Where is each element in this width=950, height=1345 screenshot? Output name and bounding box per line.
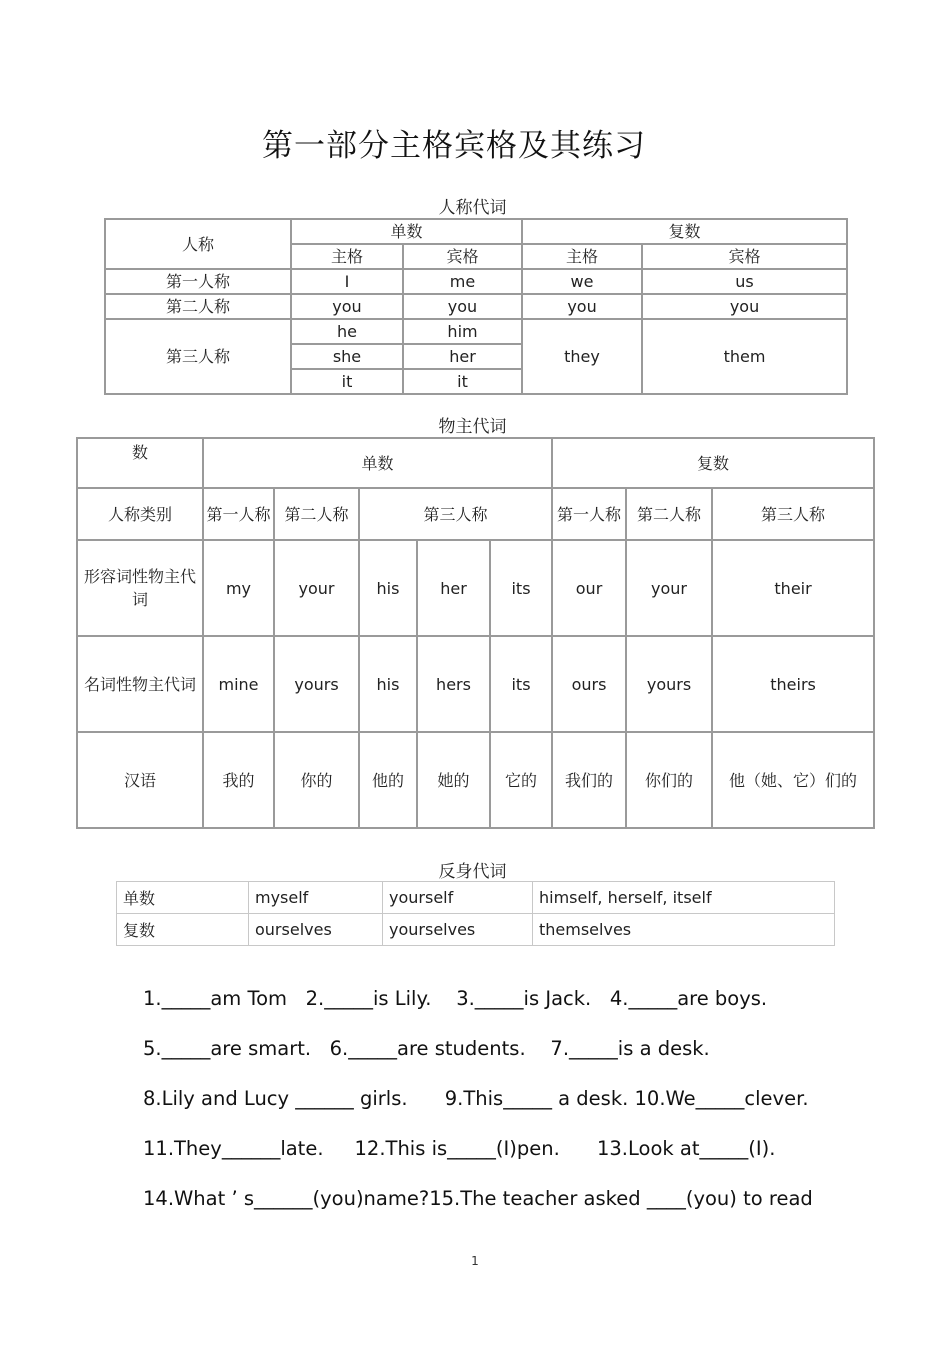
reflexive-pronoun-caption: 反身代词 bbox=[438, 862, 507, 882]
cell: you bbox=[291, 294, 403, 319]
cell: 你的 bbox=[274, 732, 359, 828]
cell: 她的 bbox=[417, 732, 490, 828]
cell: ourselves bbox=[249, 914, 383, 946]
cell: he bbox=[291, 319, 403, 344]
cell: we bbox=[522, 269, 642, 294]
table-row bbox=[77, 540, 874, 636]
cell: your bbox=[274, 540, 359, 636]
cell: its bbox=[490, 540, 552, 636]
header-singular: 单数 bbox=[291, 219, 522, 244]
cell: you bbox=[522, 294, 642, 319]
cell: mine bbox=[203, 636, 274, 732]
cell: its bbox=[490, 636, 552, 732]
cell: 他的 bbox=[359, 732, 417, 828]
cell: themselves bbox=[533, 914, 835, 946]
table-row bbox=[105, 269, 847, 294]
table-row bbox=[105, 319, 847, 344]
cell: her bbox=[403, 344, 522, 369]
header-second-person: 第二人称 bbox=[626, 488, 712, 540]
row-label: 第二人称 bbox=[105, 294, 291, 319]
row-label: 复数 bbox=[117, 914, 249, 946]
cell: them bbox=[642, 319, 847, 394]
cell: they bbox=[522, 319, 642, 394]
exercise-line: 8.Lily and Lucy ______ girls. 9.This_____ a desk. 10.We_____clever. bbox=[143, 1087, 809, 1110]
cell: she bbox=[291, 344, 403, 369]
row-label: 形容词性物主代词 bbox=[77, 540, 203, 636]
header-person: 人称 bbox=[105, 219, 291, 269]
row-label: 名词性物主代词 bbox=[77, 636, 203, 732]
exercise-line: 5._____are smart. 6._____are students. 7._____is a desk. bbox=[143, 1037, 710, 1060]
exercise-line: 14.What ’ s______(you)name?15.The teacher asked ____(you) to read bbox=[143, 1187, 813, 1210]
table-row bbox=[77, 732, 874, 828]
header-plural: 复数 bbox=[552, 438, 874, 488]
cell: it bbox=[403, 369, 522, 394]
cell: myself bbox=[249, 882, 383, 914]
cell: ours bbox=[552, 636, 626, 732]
cell: I bbox=[291, 269, 403, 294]
cell: yours bbox=[274, 636, 359, 732]
header-nominative: 主格 bbox=[291, 244, 403, 269]
cell: him bbox=[403, 319, 522, 344]
header-category: 人称类别 bbox=[77, 488, 203, 540]
cell: her bbox=[417, 540, 490, 636]
cell: 他（她、它）们的 bbox=[712, 732, 874, 828]
cell: us bbox=[642, 269, 847, 294]
cell: 我的 bbox=[203, 732, 274, 828]
row-label: 第三人称 bbox=[105, 319, 291, 394]
exercise-line: 11.They______late. 12.This is_____(I)pen. 13.Look at_____(I). bbox=[143, 1137, 776, 1160]
header-singular: 单数 bbox=[203, 438, 552, 488]
cell: their bbox=[712, 540, 874, 636]
cell: our bbox=[552, 540, 626, 636]
cell: his bbox=[359, 540, 417, 636]
cell: yourself bbox=[383, 882, 533, 914]
page-number: 1 bbox=[471, 1254, 479, 1268]
header-third-person: 第三人称 bbox=[359, 488, 552, 540]
reflexive-pronoun-table bbox=[116, 881, 835, 946]
row-label: 第一人称 bbox=[105, 269, 291, 294]
header-objective: 宾格 bbox=[403, 244, 522, 269]
cell: theirs bbox=[712, 636, 874, 732]
personal-pronoun-caption: 人称代词 bbox=[438, 198, 507, 218]
header-number: 数 bbox=[77, 438, 203, 488]
cell: 你们的 bbox=[626, 732, 712, 828]
header-second-person: 第二人称 bbox=[274, 488, 359, 540]
cell: your bbox=[626, 540, 712, 636]
cell: himself, herself, itself bbox=[533, 882, 835, 914]
cell: 它的 bbox=[490, 732, 552, 828]
header-objective: 宾格 bbox=[642, 244, 847, 269]
possessive-pronoun-table bbox=[76, 437, 875, 829]
cell: his bbox=[359, 636, 417, 732]
cell: it bbox=[291, 369, 403, 394]
cell: yourselves bbox=[383, 914, 533, 946]
cell: yours bbox=[626, 636, 712, 732]
possessive-pronoun-caption: 物主代词 bbox=[438, 417, 507, 437]
personal-pronoun-table bbox=[104, 218, 848, 395]
header-first-person: 第一人称 bbox=[203, 488, 274, 540]
table-row bbox=[105, 294, 847, 319]
page-title: 第一部分主格宾格及其练习 bbox=[262, 128, 646, 164]
cell: me bbox=[403, 269, 522, 294]
header-first-person: 第一人称 bbox=[552, 488, 626, 540]
exercise-line: 1._____am Tom 2._____is Lily. 3._____is Jack. 4._____are boys. bbox=[143, 987, 768, 1010]
cell: my bbox=[203, 540, 274, 636]
header-nominative: 主格 bbox=[522, 244, 642, 269]
cell: you bbox=[642, 294, 847, 319]
cell: hers bbox=[417, 636, 490, 732]
header-third-person: 第三人称 bbox=[712, 488, 874, 540]
row-label: 汉语 bbox=[77, 732, 203, 828]
row-label: 单数 bbox=[117, 882, 249, 914]
cell: 我们的 bbox=[552, 732, 626, 828]
table-row bbox=[77, 636, 874, 732]
table-row bbox=[117, 882, 835, 914]
header-plural: 复数 bbox=[522, 219, 847, 244]
cell: you bbox=[403, 294, 522, 319]
table-row bbox=[117, 914, 835, 946]
